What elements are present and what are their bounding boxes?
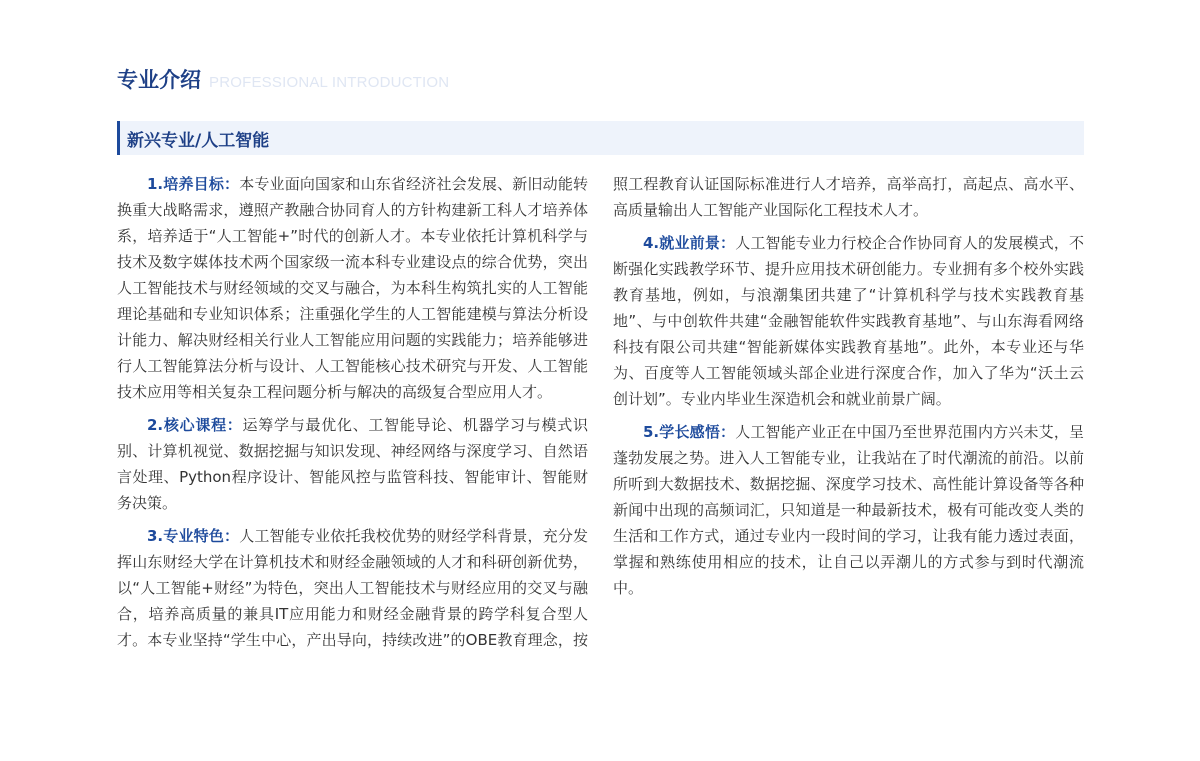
page-subtitle: PROFESSIONAL INTRODUCTION [209, 74, 450, 91]
page-title: 专业介绍 [117, 68, 201, 92]
paragraph-label: 4.就业前景： [643, 234, 736, 252]
paragraph-text: 本专业面向国家和山东省经济社会发展、新旧动能转换重大战略需求，遵照产教融合协同育人的方针构建新工科人才培养体系，培养适于“人工智能+”时代的创新人才。本专业依托计算机科学与技术及数字媒体技术两个国家级一流本科专业建设点的综合优势，突出人工智能技术与财经领域的交叉与融合，为本科生构筑扎实的人工智能理论基础和专业知识体系；注重强化学生的人工智能建模与算法分析设计能力、解决财经相关行业人工智能应用问题的实践能力；培养能够进行人工智能算法分析与设计、人工智能核心技术研究与开发、人工智能技术应用等相关复杂工程问题分析与解决的高级复合型应用人才。 [117, 175, 588, 401]
paragraph-career-prospects [613, 230, 1084, 412]
paragraph-label: 3.专业特色： [147, 527, 240, 545]
paragraph-text: 运筹学与最优化、工智能导论、机器学习与模式识别、计算机视觉、数据挖掘与知识发现、神经网络与深度学习、自然语言处理、Python程序设计、智能风控与监管科技、智能审计、智能财务决策。 [117, 416, 588, 512]
paragraph-label: 2.核心课程： [147, 416, 243, 434]
body-text-columns [117, 171, 1084, 691]
paragraph-text: 人工智能专业依托我校优势的财经学科背景，充分发挥山东财经大学在计算机技术和财经金融领域的人才和科研创新优势，以“人工智能+财经”为特色，突出人工智能技术与财经应用的交叉与融合，培养高质量的兼具IT应用能力和财经金融背景的跨学科复合型人才。本专业坚持“学生中心，产出导向，持续改进”的OBE教育理念，按照工程教育认证国际标准进行人才培养，高举高打，高起点、高水平、高质量输出人工智能产业国际化工程技术人才。 [117, 175, 1084, 649]
paragraph-label: 5.学长感悟： [643, 423, 736, 441]
paragraph-core-courses [117, 412, 588, 516]
paragraph-text: 人工智能专业力行校企合作协同育人的发展模式，不断强化实践教学环节、提升应用技术研创能力。专业拥有多个校外实践教育基地，例如，与浪潮集团共建了“计算机科学与技术实践教育基地”、与中创软件共建“金融智能软件实践教育基地”、与山东海看网络科技有限公司共建“智能新媒体实践教育基地”。此外，本专业还与华为、百度等人工智能领域头部企业进行深度合作，加入了华为“沃土云创计划”。专业内毕业生深造机会和就业前景广阔。 [613, 234, 1084, 408]
paragraph-training-goal [117, 171, 588, 405]
paragraph-senior-reflection [613, 419, 1084, 601]
paragraph-label: 1.培养目标： [147, 175, 240, 193]
section-title: 新兴专业/人工智能 [127, 130, 270, 151]
paragraph-text: 人工智能产业正在中国乃至世界范围内方兴未艾，呈蓬勃发展之势。进入人工智能专业，让我站在了时代潮流的前沿。以前所听到大数据技术、数据挖掘、深度学习技术、高性能计算设备等各种新闻中出现的高频词汇，只知道是一种最新技术，极有可能改变人类的生活和工作方式，通过专业内一段时间的学习，让我有能力透过表面，掌握和熟练使用相应的技术，让自己以弄潮儿的方式参与到时代潮流中。 [613, 423, 1084, 597]
page-header [117, 64, 449, 94]
section-title-bar [117, 121, 1084, 155]
